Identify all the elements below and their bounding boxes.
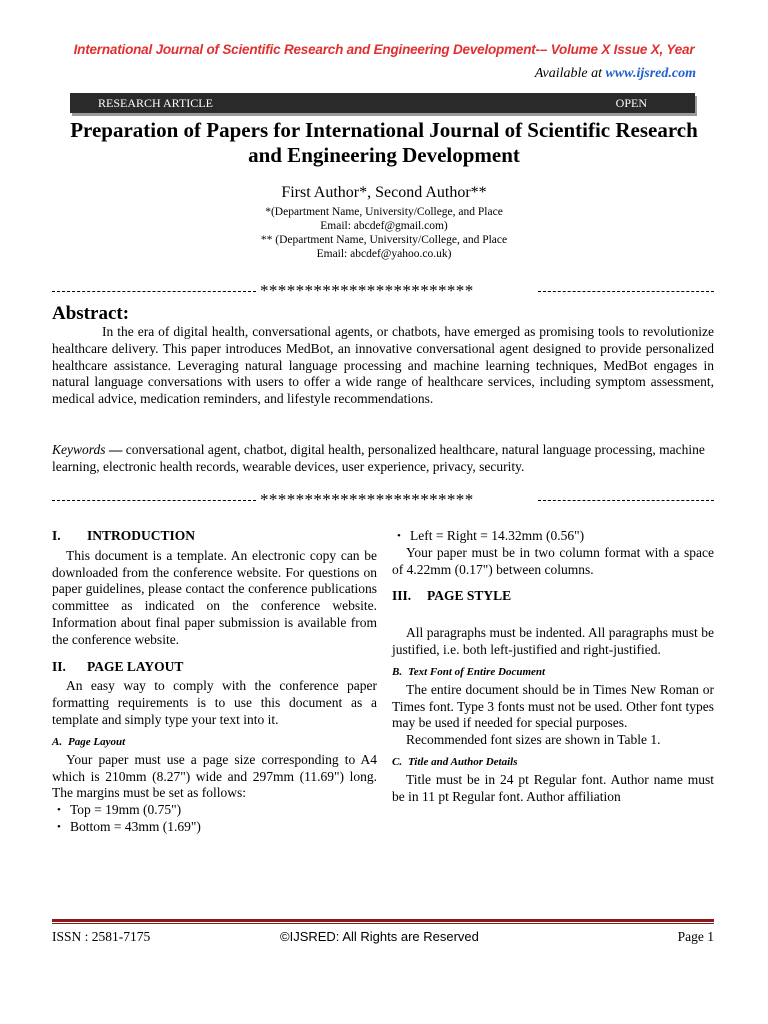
- section-title: INTRODUCTION: [87, 528, 196, 543]
- section-heading-page-layout: [52, 659, 377, 676]
- separator-dashes-right: [538, 291, 714, 292]
- page-size-paragraph: Your paper must use a page size corresponding to A4 which is 210mm (8.27") wide and 297mm (11.69") long. The margins must be set as follows:: [52, 751, 377, 801]
- font-size-paragraph: Recommended font sizes are shown in Table 1.: [406, 732, 661, 748]
- available-prefix: Available at: [534, 66, 606, 81]
- article-type-label: RESEARCH ARTICLE: [98, 96, 213, 110]
- keywords-dash: —: [105, 442, 126, 457]
- section-title: PAGE STYLE: [427, 588, 512, 604]
- subsection-title: Title and Author Details: [408, 755, 518, 768]
- journal-url-link[interactable]: www.ijsred.com: [605, 66, 696, 81]
- subsection-heading-page-layout: [52, 735, 377, 750]
- keywords-text: conversational agent, chatbot, digital health, personalized healthcare, natural language processing, machine learning, electronic health records, wearable devices, user experience, privacy, security.: [52, 442, 705, 474]
- separator-top: [52, 281, 714, 303]
- section-title: PAGE LAYOUT: [87, 658, 184, 674]
- email-2: Email: abcdef@yahoo.co.uk): [316, 248, 452, 260]
- email-1: Email: abcdef@gmail.com): [320, 220, 448, 232]
- introduction-paragraph: This document is a template. An electronic copy can be downloaded from the conference website. For questions on paper guidelines, please contact the conference publications committee as indicated on the conference website. Information about final paper submission is available from the conference website.: [52, 547, 377, 647]
- right-column: [392, 528, 714, 806]
- keywords-label: Keywords: [52, 442, 106, 457]
- section-number: III.: [392, 588, 412, 604]
- separator-stars: ************************: [260, 490, 474, 509]
- title-author-paragraph: Title must be in 24 pt Regular font. Author name must be in 11 pt Regular font. Author affiliation: [392, 771, 714, 804]
- article-type-banner: [70, 93, 695, 113]
- access-label: OPEN: [615, 96, 647, 110]
- separator-stars: ************************: [260, 281, 474, 300]
- subsection-heading-text-font: [392, 665, 714, 680]
- list-item: • Top = 19mm (0.75"): [52, 802, 377, 819]
- affiliation-1: *(Department Name, University/College, and Place: [265, 206, 503, 218]
- subsection-number: A.: [52, 735, 63, 748]
- subsection-number: C.: [392, 755, 403, 768]
- font-paragraph: The entire document should be in Times New Roman or Times font. Type 3 fonts must not be used. Other font types may be used if needed for special purposes.: [392, 681, 714, 731]
- journal-header: International Journal of Scientific Research and Engineering Development-– Volume X Issue X, Year: [73, 42, 695, 57]
- footer-rule: [52, 919, 714, 922]
- subsection-heading-title-author: [392, 755, 714, 770]
- paper-title: Preparation of Papers for International Journal of Scientific Research and Engineering Development: [70, 118, 698, 167]
- available-at: [535, 66, 696, 82]
- list-item: • Left = Right = 14.32mm (0.56"): [392, 528, 714, 545]
- issn: ISSN : 2581-7175: [52, 929, 151, 944]
- column-format-paragraph: Your paper must be in two column format with a space of 4.22mm (0.17") between columns.: [392, 544, 714, 577]
- separator-dashes-right: [538, 500, 714, 501]
- abstract-heading: Abstract:: [52, 303, 130, 324]
- footer-rule-thin: [52, 923, 714, 924]
- affiliation-2: ** (Department Name, University/College, and Place: [260, 234, 508, 246]
- subsection-number: B.: [392, 665, 403, 678]
- copyright: ©IJSRED: All Rights are Reserved: [280, 929, 479, 944]
- subsection-title: Page Layout: [68, 735, 126, 748]
- section-heading-introduction: [52, 528, 377, 545]
- abstract-body: In the era of digital health, conversational agents, or chatbots, have emerged as promising tools to revolutionize healthcare delivery. This paper introduces MedBot, an innovative conversational agent designed to provide personalized healthcare assistance. Leveraging natural language processing and machine learning techniques, MedBot engages in natural language conversations with users to offer a wide range of healthcare services, including symptom assessment, medical advice, medication reminders, and lifestyle recommendations.: [52, 324, 714, 407]
- list-item: • Bottom = 43mm (1.69"): [52, 819, 377, 836]
- authors: First Author*, Second Author**: [281, 184, 487, 201]
- page-layout-paragraph: An easy way to comply with the conference paper formatting requirements is to use this document as a template and simply type your text into it.: [52, 678, 377, 727]
- page-number: Page 1: [677, 929, 714, 944]
- section-heading-page-style: [392, 588, 714, 605]
- section-number: I.: [52, 528, 61, 543]
- section-number: II.: [52, 658, 66, 674]
- separator-dashes-left: [52, 500, 256, 501]
- margin-list-continued: [392, 528, 714, 545]
- keywords: [52, 442, 714, 476]
- page-style-paragraph: All paragraphs must be indented. All paragraphs must be justified, i.e. both left-justified and right-justified.: [392, 625, 714, 657]
- separator-dashes-left: [52, 291, 256, 292]
- left-column: [52, 528, 377, 836]
- margin-list: [52, 802, 377, 836]
- subsection-title: Text Font of Entire Document: [408, 665, 546, 678]
- separator-bottom: [52, 490, 714, 512]
